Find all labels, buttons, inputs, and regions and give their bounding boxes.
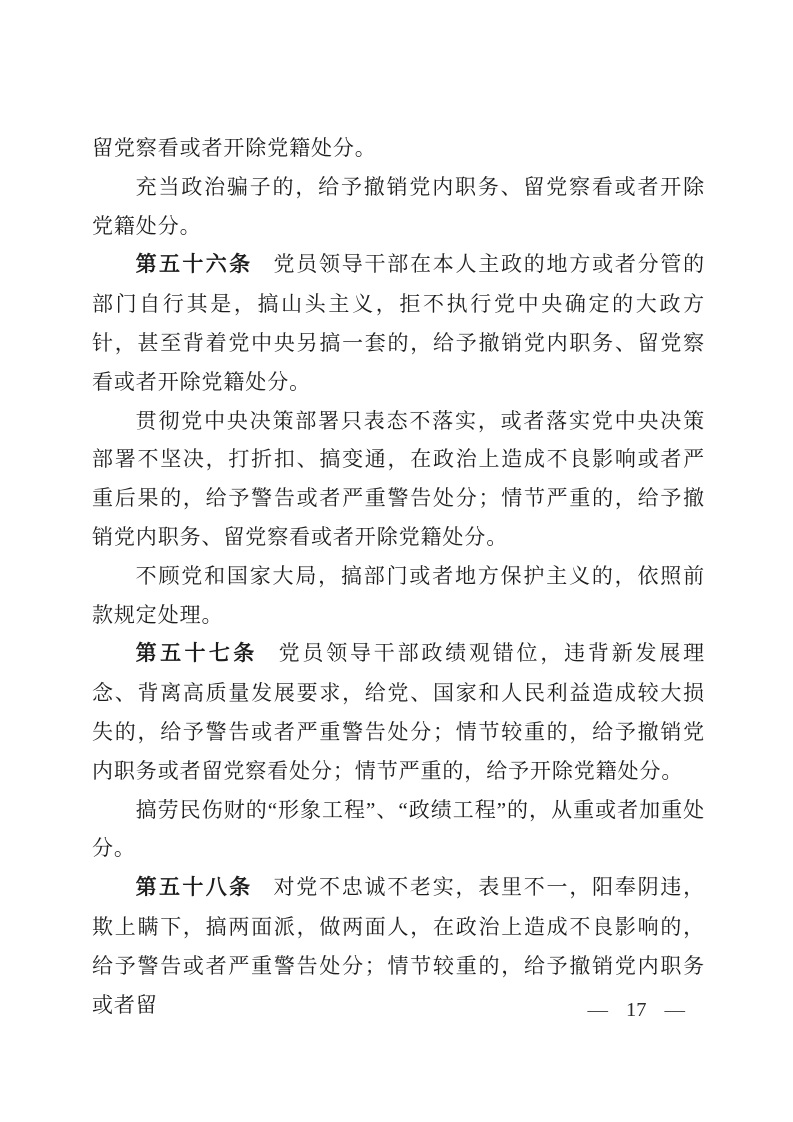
- document-text-block: [92, 129, 705, 1024]
- article-number: 第五十八条: [135, 876, 253, 900]
- paragraph-text: 对党不忠诚不老实，表里不一，阳奉阴违，欺上瞒下，搞两面派，做两面人，在政治上造成不良影响的，给予警告或者严重警告处分；情节较重的，给予撤销党内职务或者留: [92, 875, 705, 1017]
- footer-left-dash: —: [587, 999, 608, 1021]
- paragraph: [92, 168, 705, 246]
- article-number: 第五十六条: [135, 253, 253, 277]
- article-number: 第五十七条: [135, 642, 258, 666]
- paragraph-text: 党员领导干部政绩观错位，违背新发展理念、背离高质量发展要求，给党、国家和人民利益造成较大损失的，给予警告或者严重警告处分；情节较重的，给予撤销党内职务或者留党察看处分；情节严重的，给予开除党籍处分。: [92, 641, 706, 783]
- paragraph-text: 充当政治骗子的，给予撤销党内职务、留党察看或者开除党籍处分。: [92, 174, 705, 238]
- paragraph-article-56: [92, 245, 705, 401]
- paragraph: [92, 402, 705, 557]
- paragraph-text: 贯彻党中央决策部署只表态不落实，或者落实党中央决策部署不坚决，打折扣、搞变通，在政治上造成不良影响或者严重后果的，给予警告或者严重警告处分；情节严重的，给予撤销党内职务、留党察看或者开除党籍处分。: [92, 408, 705, 549]
- page-number: 17: [626, 999, 647, 1021]
- paragraph: [92, 557, 705, 635]
- paragraph-article-57: [92, 634, 705, 790]
- page-footer: [588, 999, 686, 1022]
- paragraph-text: 党员领导干部在本人主政的地方或者分管的部门自行其是，搞山头主义，拒不执行党中央确定的大政方针，甚至背着党中央另搞一套的，给予撤销党内职务、留党察看或者开除党籍处分。: [92, 252, 705, 394]
- paragraph-text: 留党察看或者开除党籍处分。: [92, 136, 377, 160]
- paragraph-text: 不顾党和国家大局，搞部门或者地方保护主义的，依照前款规定处理。: [92, 563, 705, 627]
- footer-right-dash: —: [664, 999, 685, 1021]
- paragraph: [92, 791, 705, 869]
- paragraph-continuation: [92, 129, 705, 168]
- paragraph-text: 搞劳民伤财的“形象工程”、“政绩工程”的，从重或者加重处分。: [92, 797, 705, 861]
